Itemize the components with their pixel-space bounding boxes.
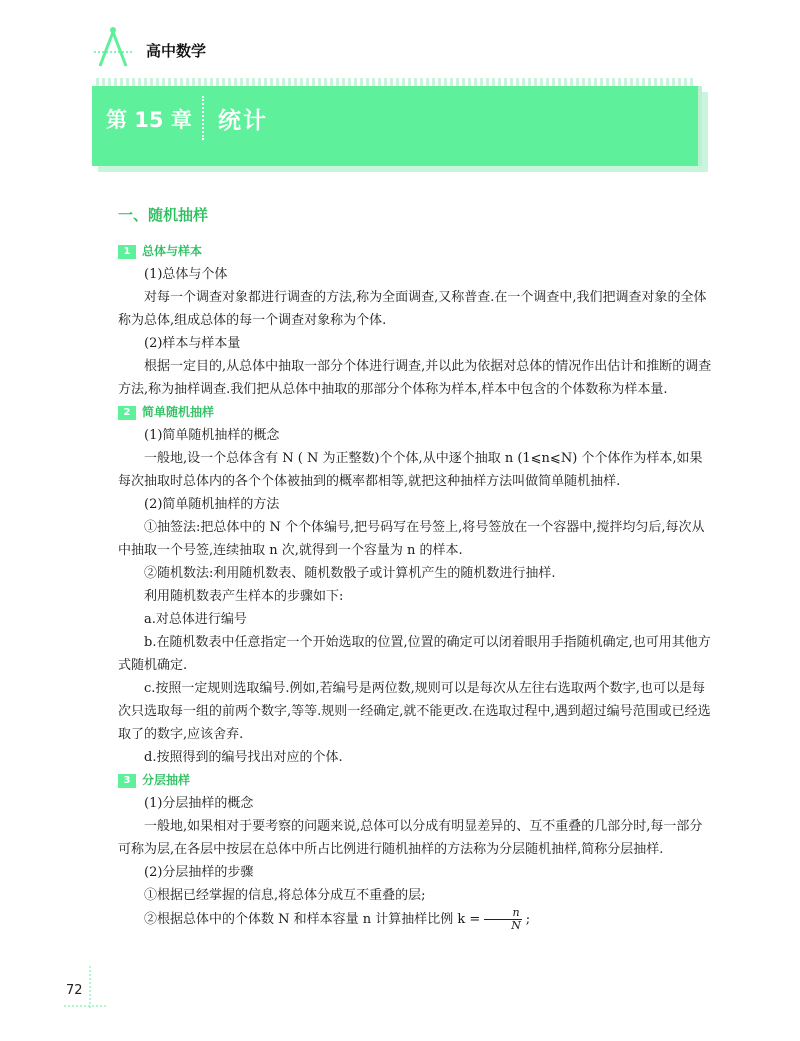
chapter-divider (202, 96, 204, 140)
subsection-badge: 1 (118, 245, 136, 259)
section-heading: 一、随机抽样 (118, 206, 209, 224)
paragraph-label: (1)分层抽样的概念 (144, 796, 254, 811)
page-number: 72 (66, 983, 83, 998)
paragraph: ①抽签法:把总体中的 N 个个体编号,把号码写在号签上,将号签放在一个容器中,搅拌均匀后,每次从中抽取一个号签,连续抽取 n 次,就得到一个容量为 n 的样本. (118, 520, 705, 558)
subsection-title: 分层抽样 (142, 773, 191, 787)
book-title: 高中数学 (146, 42, 207, 60)
paragraph-label: (2)简单随机抽样的方法 (144, 497, 280, 512)
paragraph: ②随机数法:利用随机数表、随机数骰子或计算机产生的随机数进行抽样. (144, 566, 556, 581)
compass-icon (92, 24, 134, 70)
list-item: c.按照一定规则选取编号.例如,若编号是两位数,规则可以是每次从左往右选取两个数字,也可以是每次只选取每一组的前两个数字,等等.规则一经确定,就不能更改.在选取过程中,遇到超过编号范围或已经选取了的数字,应该舍弃. (118, 681, 711, 742)
banner-dots (96, 78, 694, 86)
paragraph: 对每一个调查对象都进行调查的方法,称为全面调查,又称普查.在一个调查中,我们把调查对象的全体称为总体,组成总体的每一个调查对象称为个体. (118, 290, 707, 328)
subsection-heading (118, 769, 712, 792)
list-item (118, 907, 712, 932)
list-item: ①根据已经掌握的信息,将总体分成互不重叠的层; (144, 888, 426, 903)
formula-prefix: ②根据总体中的个体数 N 和样本容量 n 计算抽样比例 k = (144, 912, 481, 927)
formula-suffix: ; (525, 912, 531, 927)
paragraph-label: (2)分层抽样的步骤 (144, 865, 254, 880)
subsection-title: 总体与样本 (142, 244, 203, 258)
subsection-heading (118, 240, 712, 263)
chapter-number: 第 15 章 (106, 108, 192, 132)
list-item: d.按照得到的编号找出对应的个体. (144, 750, 343, 765)
subsection-title: 简单随机抽样 (142, 405, 215, 419)
subsection-heading (118, 401, 712, 424)
paragraph-label: (1)简单随机抽样的概念 (144, 428, 280, 443)
paragraph: 一般地,设一个总体含有 N ( N 为正整数)个个体,从中逐个抽取 n (1⩽n⩽N) 个个体作为样本,如果每次抽取时总体内的各个个体被抽到的概率都相等,就把这种抽样方法叫做简单随机抽样. (118, 451, 703, 489)
paragraph: 根据一定目的,从总体中抽取一部分个体进行调查,并以此为依据对总体的情况作出估计和推断的调查方法,称为抽样调查.我们把从总体中抽取的那部分个体称为样本,样本中包含的个体数称为样本量. (118, 359, 712, 397)
paragraph-label: (1)总体与个体 (144, 267, 228, 282)
list-item: a.对总体进行编号 (144, 612, 247, 627)
chapter-banner (92, 86, 702, 166)
paragraph: 一般地,如果相对于要考察的问题来说,总体可以分成有明显差异的、互不重叠的几部分时,每一部分可称为层,在各层中按层在总体中所占比例进行随机抽样的方法称为分层随机抽样,简称分层抽样. (118, 819, 703, 857)
chapter-title: 统计 (218, 108, 268, 134)
list-item: b.在随机数表中任意指定一个开始选取的位置,位置的确定可以闭着眼用手指随机确定,也可用其他方式随机确定. (118, 635, 711, 673)
subsection-badge: 2 (118, 406, 136, 420)
fraction-denominator: N (511, 919, 521, 932)
fraction (484, 907, 521, 932)
subsection-badge: 3 (118, 774, 136, 788)
paragraph-label: (2)样本与样本量 (144, 336, 241, 351)
content-body (118, 240, 712, 932)
fraction-numerator: n (484, 907, 521, 920)
paragraph: 利用随机数表产生样本的步骤如下: (144, 589, 344, 604)
